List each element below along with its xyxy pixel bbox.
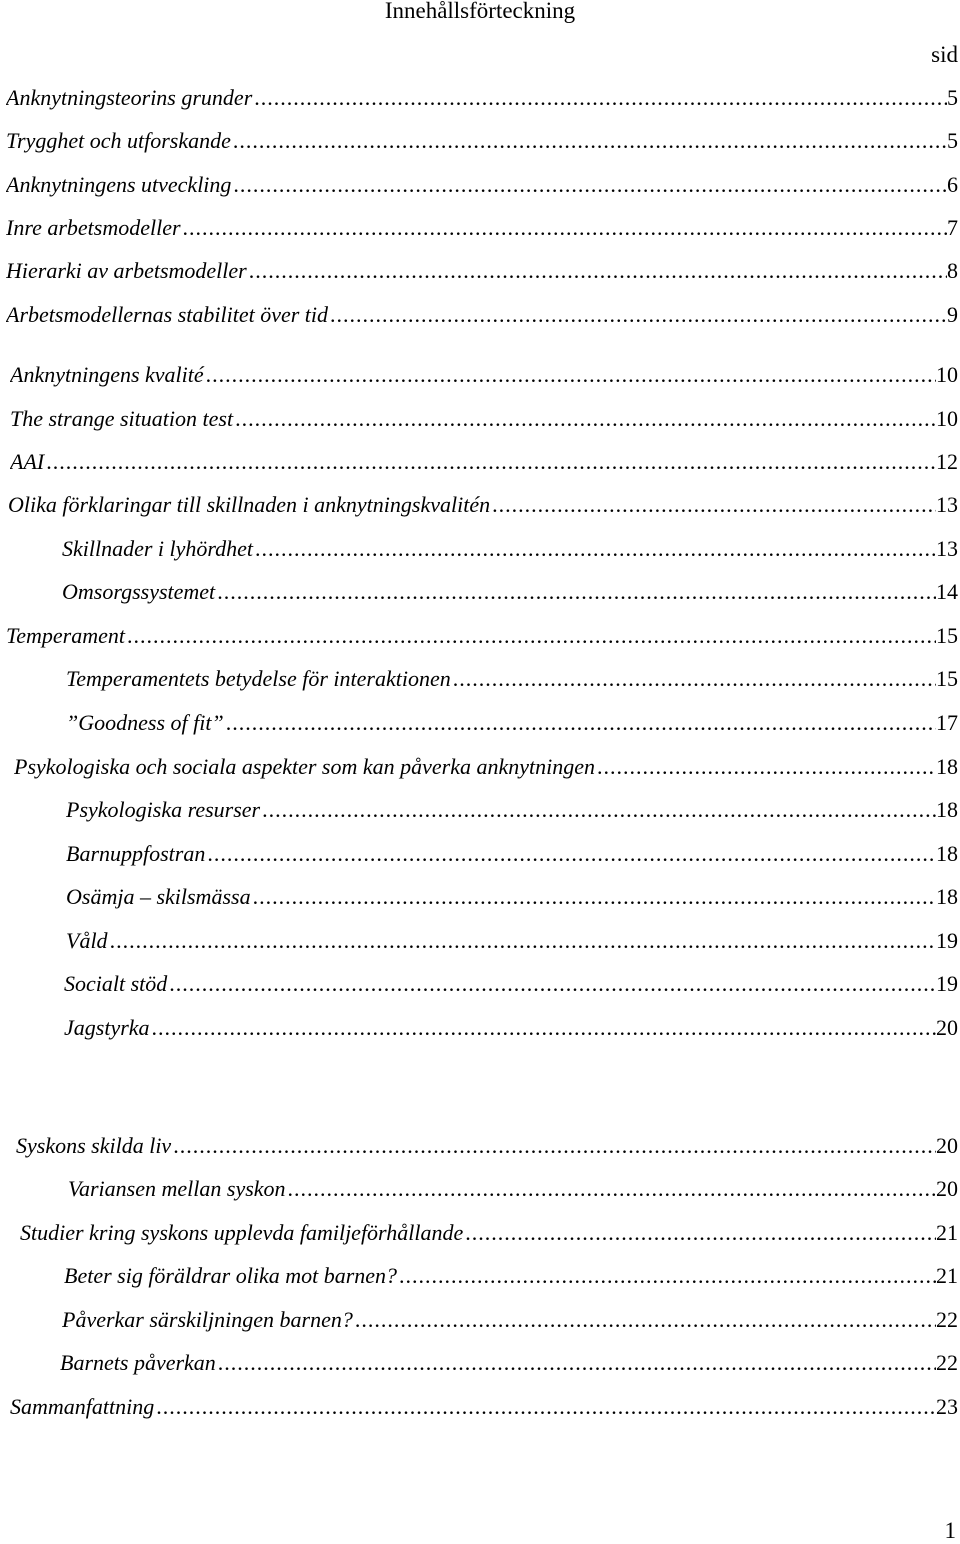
toc-entry xyxy=(6,258,958,284)
toc-entry-page: 5 xyxy=(947,85,958,110)
toc-dot-leader xyxy=(108,928,936,954)
toc-entry xyxy=(66,710,958,736)
toc-entry xyxy=(14,754,958,780)
toc-entry xyxy=(62,1307,958,1333)
toc-dot-leader xyxy=(224,710,936,736)
toc-entry-title: Variansen mellan syskon xyxy=(68,1176,286,1201)
toc-entry-page: 7 xyxy=(947,215,958,240)
toc-dot-leader xyxy=(44,449,936,475)
toc-dot-leader xyxy=(231,128,947,154)
toc-dot-leader xyxy=(154,1394,936,1420)
toc-entry-title: Påverkar särskiljningen barnen? xyxy=(62,1307,353,1332)
toc-entry-page: 22 xyxy=(936,1350,958,1375)
toc-entry-title: Trygghet och utforskande xyxy=(6,128,231,153)
toc-entry-page: 10 xyxy=(936,362,958,387)
toc-entry-title: AAI xyxy=(10,449,45,474)
toc-entry xyxy=(6,302,958,328)
toc-dot-leader xyxy=(181,215,947,241)
toc-entry-title: Beter sig föräldrar olika mot barnen? xyxy=(64,1263,398,1288)
toc-entry xyxy=(6,85,958,111)
toc-dot-leader xyxy=(247,258,947,284)
toc-dot-leader xyxy=(595,754,936,780)
toc-entry xyxy=(10,362,958,388)
toc-dot-leader xyxy=(451,666,936,692)
toc-entry-title: Barnuppfostran xyxy=(66,841,206,866)
page-number: 1 xyxy=(944,1518,956,1543)
toc-entry xyxy=(66,884,958,910)
toc-dot-leader xyxy=(150,1015,936,1041)
toc-entry-title: Hierarki av arbetsmodeller xyxy=(6,258,247,283)
toc-entry xyxy=(8,492,958,518)
toc-entry-title: Studier kring syskons upplevda familjeförhållande xyxy=(20,1220,464,1245)
toc-entry-page: 18 xyxy=(936,841,958,866)
toc-dot-leader xyxy=(490,492,936,518)
toc-dot-leader xyxy=(204,362,936,388)
toc-dot-leader xyxy=(252,85,947,111)
toc-entry xyxy=(62,536,958,562)
toc-entry-page: 15 xyxy=(936,666,958,691)
toc-entry-title: Temperamentets betydelse för interaktionen xyxy=(66,666,451,691)
toc-entry-page: 9 xyxy=(947,302,958,327)
toc-entry-title: Syskons skilda liv xyxy=(16,1133,172,1158)
toc-entry-page: 14 xyxy=(936,579,958,604)
toc-entry-page: 17 xyxy=(936,710,958,735)
toc-entry-title: Barnets påverkan xyxy=(60,1350,216,1375)
toc-entry-title: Temperament xyxy=(6,623,125,648)
toc-entry-page: 5 xyxy=(947,128,958,153)
toc-entry xyxy=(60,1350,958,1376)
toc-dot-leader xyxy=(328,302,947,328)
toc-entry xyxy=(68,1176,958,1202)
toc-entry-title: Osämja – skilsmässa xyxy=(66,884,251,909)
toc-entry xyxy=(66,797,958,823)
toc-entry-page: 20 xyxy=(936,1015,958,1040)
toc-entry xyxy=(10,1394,958,1420)
toc-entry-page: 20 xyxy=(936,1176,958,1201)
toc-entry xyxy=(10,449,958,475)
toc-entry xyxy=(6,128,958,154)
page-column-label: sid xyxy=(931,42,958,67)
toc-entry xyxy=(66,841,958,867)
toc-entry-title: Våld xyxy=(66,928,108,953)
toc-entry-title: Arbetsmodellernas stabilitet över tid xyxy=(6,302,329,327)
toc-entry xyxy=(20,1220,958,1246)
toc-dot-leader xyxy=(251,884,936,910)
toc-entry-title: The strange situation test xyxy=(10,406,234,431)
toc-dot-leader xyxy=(463,1220,936,1246)
toc-entry-title: Anknytningsteorins grunder xyxy=(6,85,253,110)
toc-entry-page: 18 xyxy=(936,797,958,822)
toc-entry xyxy=(6,172,958,198)
toc-dot-leader xyxy=(233,406,936,432)
toc-entry-page: 13 xyxy=(936,492,958,517)
toc-entry-title: Olika förklaringar till skillnaden i anknytningskvalitén xyxy=(8,492,491,517)
toc-entry-page: 19 xyxy=(936,928,958,953)
toc-entry-title: Omsorgssystemet xyxy=(62,579,216,604)
toc-entry xyxy=(64,971,958,997)
toc-entry-page: 21 xyxy=(936,1220,958,1245)
toc-entry-title: Psykologiska resurser xyxy=(66,797,261,822)
toc-entry-page: 21 xyxy=(936,1263,958,1288)
toc-entry-title: Anknytningens utveckling xyxy=(6,172,232,197)
toc-entry xyxy=(66,666,958,692)
toc-dot-leader xyxy=(171,1133,936,1159)
toc-entry-page: 10 xyxy=(936,406,958,431)
page-title: Innehållsförteckning xyxy=(384,0,576,23)
toc-entry-page: 18 xyxy=(936,754,958,779)
toc-entry-title: Psykologiska och sociala aspekter som kan påverka anknytningen xyxy=(14,754,596,779)
toc-entry-title: Sammanfattning xyxy=(10,1394,155,1419)
toc-dot-leader xyxy=(353,1307,936,1333)
toc-dot-leader xyxy=(215,579,936,605)
toc-entry-title: Socialt stöd xyxy=(64,971,168,996)
toc-entry xyxy=(62,579,958,605)
toc-dot-leader xyxy=(231,172,947,198)
toc-entry-page: 15 xyxy=(936,623,958,648)
toc-entry-page: 12 xyxy=(936,449,958,474)
toc-dot-leader xyxy=(286,1176,936,1202)
toc-entry-title: ”Goodness of fit” xyxy=(66,710,224,735)
toc-dot-leader xyxy=(260,797,936,823)
toc-entry xyxy=(64,1263,958,1289)
toc-dot-leader xyxy=(205,841,936,867)
toc-dot-leader xyxy=(167,971,936,997)
toc-entry-title: Skillnader i lyhördhet xyxy=(62,536,254,561)
toc-entry xyxy=(10,406,958,432)
toc-entry-title: Inre arbetsmodeller xyxy=(6,215,181,240)
toc-entry xyxy=(6,215,958,241)
toc-entry xyxy=(66,928,958,954)
toc-dot-leader xyxy=(216,1350,936,1376)
toc-entry-page: 22 xyxy=(936,1307,958,1332)
toc-entry-page: 20 xyxy=(936,1133,958,1158)
toc-dot-leader xyxy=(397,1263,936,1289)
toc-entry-page: 19 xyxy=(936,971,958,996)
toc-entry xyxy=(64,1015,958,1041)
toc-entry-page: 23 xyxy=(936,1394,958,1419)
toc-dot-leader xyxy=(125,623,936,649)
toc-entry-page: 13 xyxy=(936,536,958,561)
toc-entry-page: 8 xyxy=(947,258,958,283)
toc-entry-page: 18 xyxy=(936,884,958,909)
toc-entry xyxy=(16,1133,958,1159)
toc-dot-leader xyxy=(253,536,936,562)
toc-entry xyxy=(6,623,958,649)
toc-entry-page: 6 xyxy=(947,172,958,197)
toc-entry-title: Jagstyrka xyxy=(64,1015,150,1040)
toc-entry-title: Anknytningens kvalité xyxy=(10,362,204,387)
